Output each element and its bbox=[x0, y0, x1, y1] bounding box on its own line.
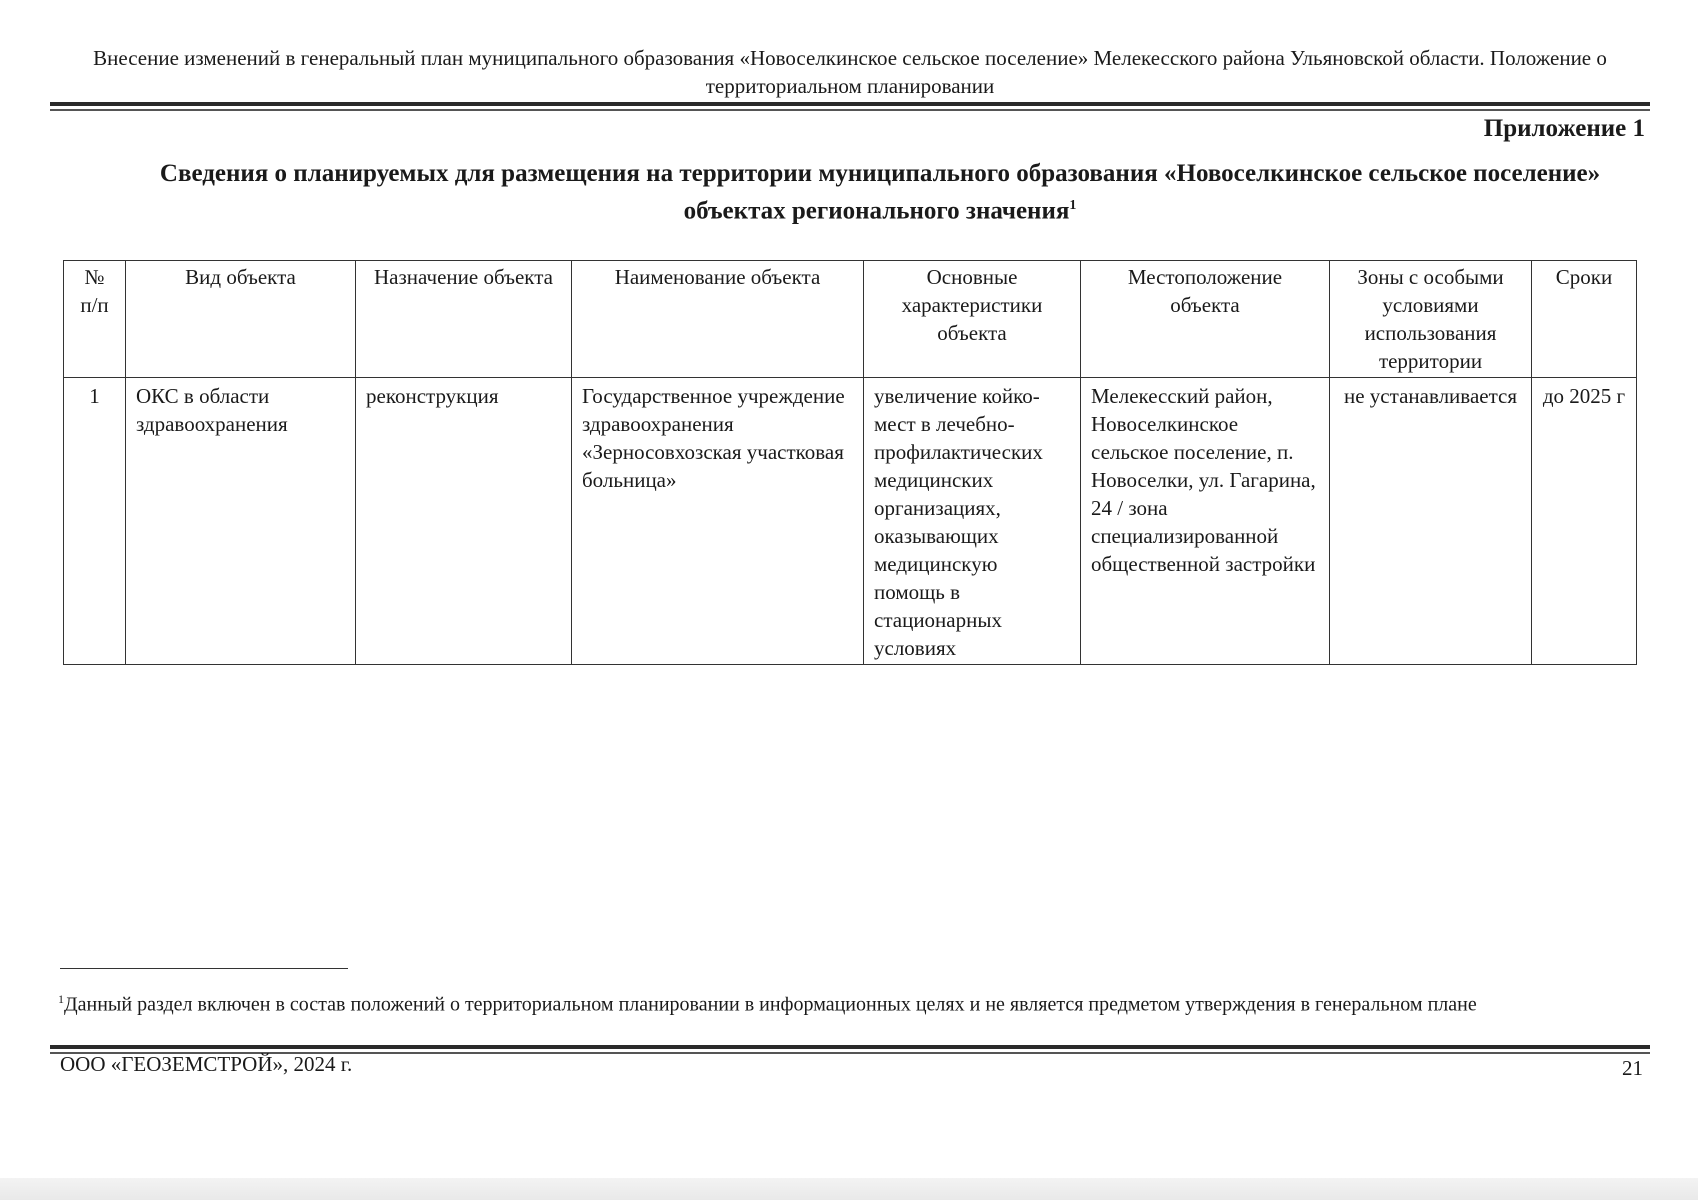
document-title-text: Сведения о планируемых для размещения на территории муниципального образования «Новоселкинское сельское поселение» объектах регионального значения bbox=[159, 160, 1601, 225]
footer-rule bbox=[50, 1045, 1650, 1049]
table-header-row bbox=[64, 261, 1637, 378]
running-header: Внесение изменений в генеральный план муниципального образования «Новоселкинское сельское поселение» Мелекесского района Ульяновской области. Положение о территориальном планировании bbox=[93, 46, 1607, 98]
column-header-zones: Зоны с особыми условиями использования территории bbox=[1330, 261, 1532, 378]
objects-table bbox=[63, 260, 1637, 665]
appendix-label: Приложение 1 bbox=[1483, 115, 1645, 142]
column-header-location: Местоположение объекта bbox=[1081, 261, 1330, 378]
column-header-number: № п/п bbox=[64, 261, 126, 378]
column-header-name: Наименование объекта bbox=[572, 261, 864, 378]
column-header-type: Вид объекта bbox=[126, 261, 356, 378]
footnote bbox=[58, 986, 1638, 1018]
footnote-separator bbox=[60, 968, 348, 969]
cell-deadline: до 2025 г bbox=[1532, 378, 1637, 665]
cell-number: 1 bbox=[64, 378, 126, 665]
document-title bbox=[120, 158, 1640, 227]
title-footnote-ref[interactable]: 1 bbox=[1069, 198, 1077, 213]
page-number: 21 bbox=[1622, 1056, 1643, 1080]
cell-name: Государственное учреждение здравоохранения «Зерносовхозская участковая больница» bbox=[572, 378, 864, 665]
footnote-text: Данный раздел включен в состав положений о территориальном планировании в информационных целях и не является предметом утверждения в генеральном плане bbox=[64, 993, 1477, 1016]
column-header-characteristics: Основные характеристики объекта bbox=[864, 261, 1081, 378]
table-row bbox=[64, 378, 1637, 665]
cell-location: Мелекесский район, Новоселкинское сельское поселение, п. Новоселки, ул. Гагарина, 24 / зона специализированной общественной застройки bbox=[1081, 378, 1330, 665]
footer-organization: ООО «ГЕОЗЕМСТРОЙ», 2024 г. bbox=[60, 1052, 353, 1076]
cell-zones: не устанавливается bbox=[1330, 378, 1532, 665]
footnote-marker: 1 bbox=[58, 992, 64, 1006]
column-header-deadline: Сроки bbox=[1532, 261, 1637, 378]
cell-purpose: реконструкция bbox=[356, 378, 572, 665]
scan-edge bbox=[0, 1178, 1698, 1200]
column-header-purpose: Назначение объекта bbox=[356, 261, 572, 378]
cell-type: ОКС в области здравоохранения bbox=[126, 378, 356, 665]
header-rule bbox=[50, 102, 1650, 106]
cell-characteristics: увеличение койко-мест в лечебно-профилактических медицинских организациях, оказывающих медицинскую помощь в стационарных условиях bbox=[864, 378, 1081, 665]
